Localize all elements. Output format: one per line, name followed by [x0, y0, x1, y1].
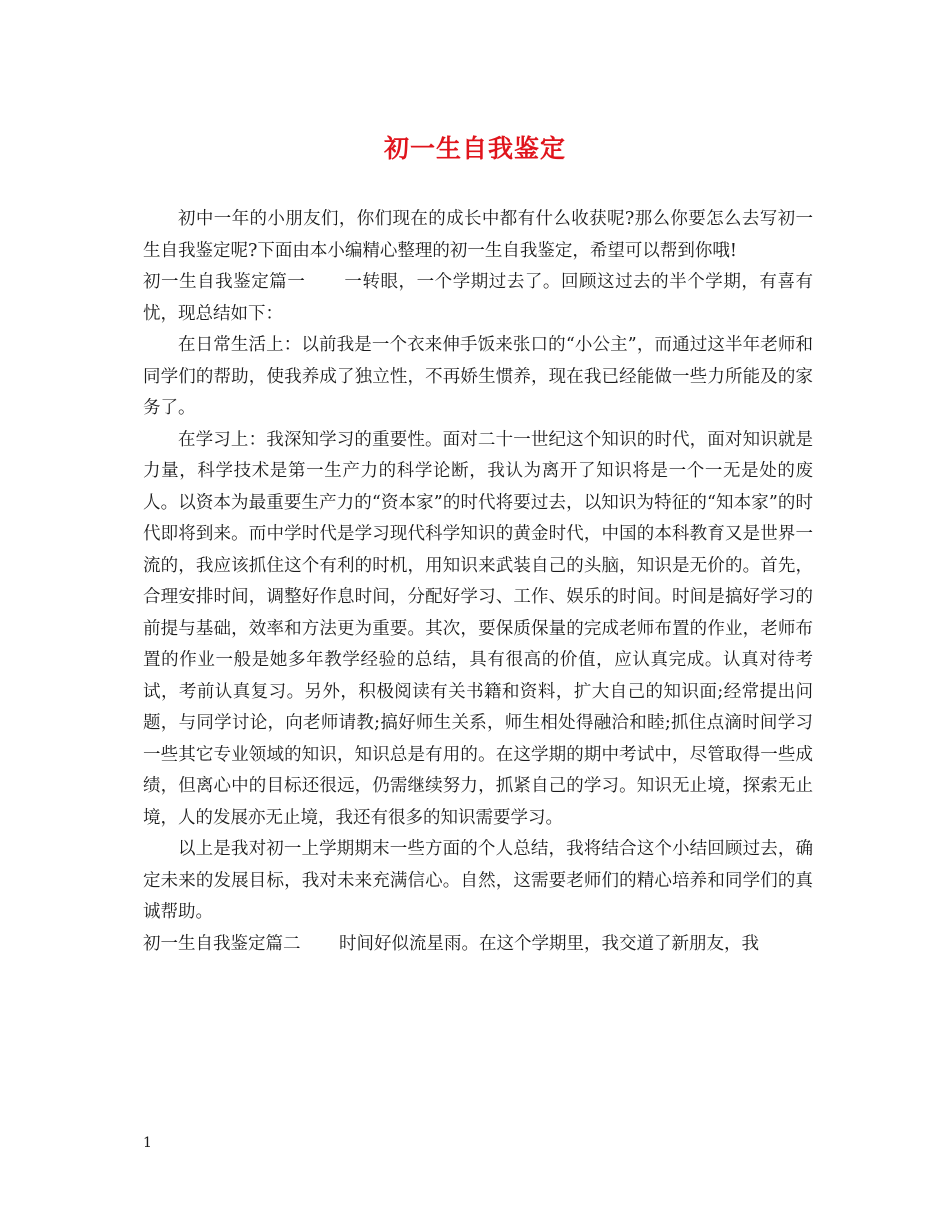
section2-heading: 初一生自我鉴定篇二	[143, 933, 301, 954]
section2-paragraph	[143, 929, 813, 961]
page-number: 1	[143, 1135, 152, 1151]
section1-heading: 初一生自我鉴定篇一	[143, 272, 306, 292]
section1-paragraph	[143, 267, 813, 330]
summary-paragraph: 以上是我对初一上学期期末一些方面的个人总结，我将结合这个小结回顾过去，确定未来的发展目标，我对未来充满信心。自然，这需要老师们的精心培养和同学们的真诚帮助。	[143, 839, 813, 922]
study-paragraph: 在学习上：我深知学习的重要性。面对二十一世纪这个知识的时代，面对知识就是力量，科学技术是第一生产力的科学论断，我认为离开了知识将是一个一无是处的废人。以资本为最重要生产力的“资本家”的时代将要过去，以知识为特征的“知本家”的时代即将到来。而中学时代是学习现代科学知识的黄金时代，中国的本科教育又是世界一流的，我应该抓住这个有利的时机，用知识来武装自己的头脑，知识是无价的。首先，合理安排时间，调整好作息时间，分配好学习、工作、娱乐的时间。时间是搞好学习的前提与基础，效率和方法更为重要。其次，要保质保量的完成老师布置的作业，老师布置的作业一般是她多年教学经验的总结，具有很高的价值，应认真完成。认真对待考试，考前认真复习。另外，积极阅读有关书籍和资料，扩大自己的知识面;经常提出问题，与同学讨论，向老师请教;搞好师生关系，师生相处得融洽和睦;抓住点滴时间学习一些其它专业领域的知识，知识总是有用的。在这学期的期中考试中，尽管取得一些成绩，但离心中的目标还很远，仍需继续努力，抓紧自己的学习。知识无止境，探索无止境，人的发展亦无止境，我还有很多的知识需要学习。	[143, 429, 813, 828]
section2-lead: 时间好似流星雨。在这个学期里，我交道了新朋友，我	[339, 933, 759, 954]
intro-paragraph: 初中一年的小朋友们，你们现在的成长中都有什么收获呢?那么你要怎么去写初一生自我鉴定呢?下面由本小编精心整理的初一生自我鉴定，希望可以帮到你哦!	[143, 209, 813, 261]
document-body	[143, 204, 813, 960]
life-paragraph: 在日常生活上：以前我是一个衣来伸手饭来张口的“小公主”，而通过这半年老师和同学们的帮助，使我养成了独立性，不再娇生惯养，现在我已经能做一些力所能及的家务了。	[143, 335, 813, 418]
section1-lead: 一转眼，一个学期过去了。回顾这过去的半个学期，有喜有忧，现总结如下：	[143, 272, 814, 324]
document-title: 初一生自我鉴定	[383, 134, 566, 163]
